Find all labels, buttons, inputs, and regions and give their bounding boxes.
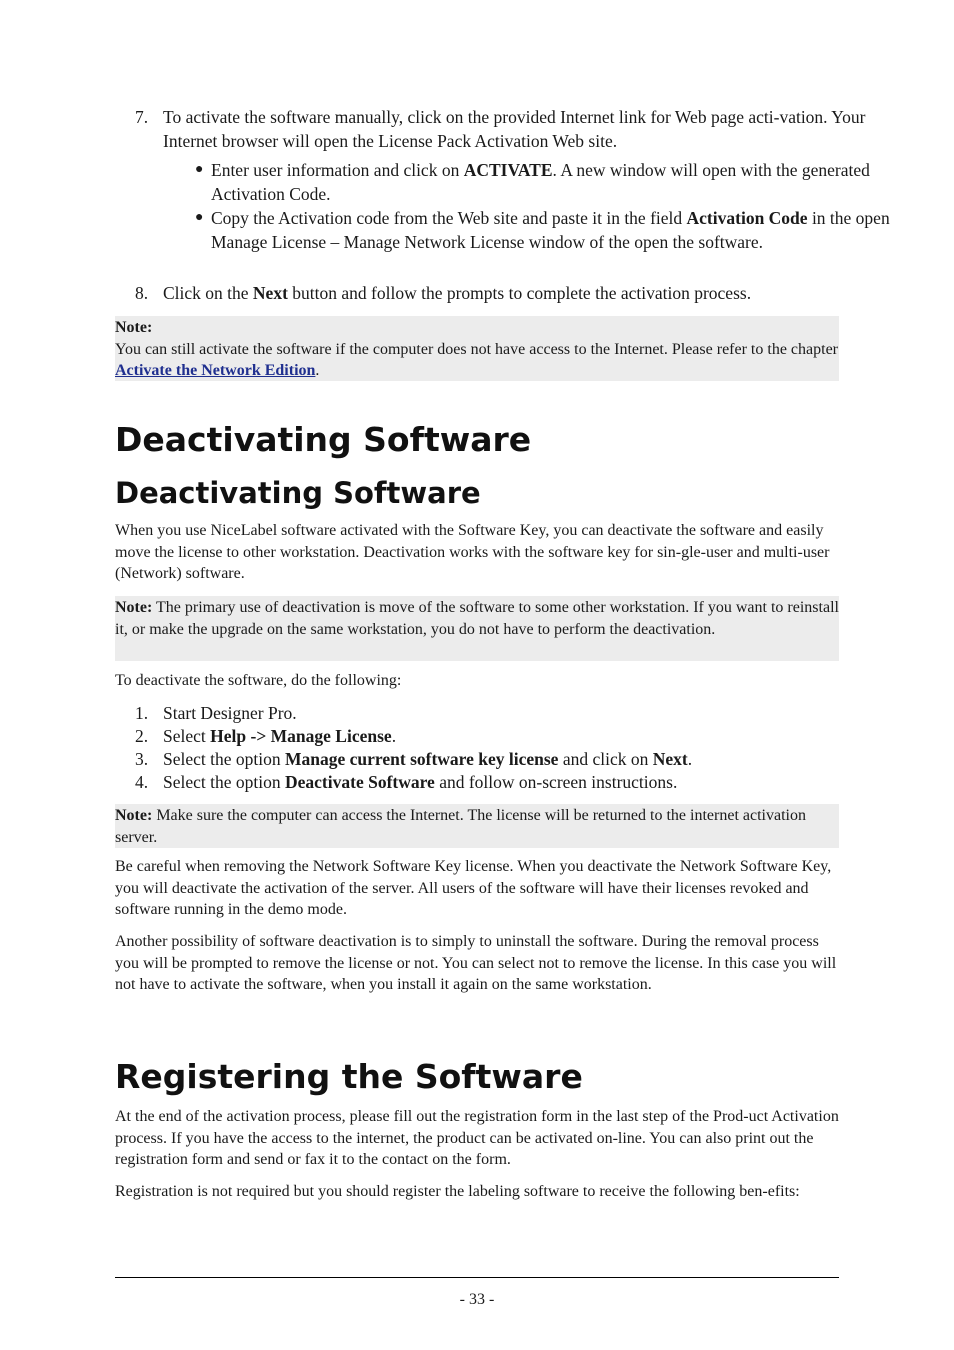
section-heading: Registering the Software <box>115 1057 583 1096</box>
list-item <box>115 747 887 771</box>
note-box <box>115 316 839 381</box>
step-text: To activate the software manually, click on the provided Internet link for Web page acti-vation. Your Internet browser will open the License Pack Activation Web site. <box>163 107 866 151</box>
step-text: . <box>687 749 693 769</box>
list-item <box>115 281 887 305</box>
chapter-link[interactable]: Activate the Network Edition <box>115 362 316 379</box>
list-item <box>115 105 887 153</box>
bullet-text: in the open Manage License – Manage Network License window of the open the software. <box>211 208 890 252</box>
step-bold: Next <box>252 283 288 303</box>
step-number: 7. <box>135 107 149 127</box>
note-body: You can still activate the software if the computer does not have access to the Internet. Please refer to the chapter <box>115 340 838 358</box>
step-bold: Deactivate Software <box>285 772 435 792</box>
step-bold: Next <box>652 749 688 769</box>
step-text: Select the option <box>163 749 285 769</box>
bullet-text: Enter user information and click on <box>211 160 464 180</box>
note-label: Note: <box>115 807 153 824</box>
section-heading: Deactivating Software <box>115 420 532 459</box>
step-text: button and follow the prompts to complete the activation process. <box>287 283 752 303</box>
note-label: Note: <box>115 599 153 616</box>
step-number: 1. <box>135 703 149 723</box>
list-item <box>115 701 887 725</box>
step-number: 2. <box>135 726 149 746</box>
paragraph: To deactivate the software, do the following: <box>115 672 402 689</box>
note-label: Note: <box>115 319 153 336</box>
step-bold: Help -> Manage License <box>210 726 392 746</box>
list-item <box>115 158 935 206</box>
step-text: Select <box>163 726 211 746</box>
step-text: Start Designer Pro. <box>163 703 297 723</box>
bullet-text: . A new window will open with the generated Activation Code. <box>211 160 870 204</box>
step-number: 3. <box>135 749 149 769</box>
bullet-bold: Activation Code <box>686 208 808 228</box>
step-text: . <box>391 726 397 746</box>
step-text: and follow on-screen instructions. <box>434 772 678 792</box>
paragraph: At the end of the activation process, please fill out the registration form in the last step of the Prod-uct Activation process. If you have the access to the internet, the product can be activated on-line. You can also print out the registration form and send or fax it to the contact on the form. <box>115 1108 839 1168</box>
paragraph: Registration is not required but you should register the labeling software to receive the following ben-efits: <box>115 1183 800 1200</box>
step-bold: Manage current software key license <box>285 749 559 769</box>
note-text <box>115 339 839 382</box>
step-number: 8. <box>135 283 149 303</box>
paragraph: Be careful when removing the Network Software Key license. When you deactivate the Network Software Key, you will deactivate the activation of the server. All users of the software will have their licenses revoked and software running in the demo mode. <box>115 858 832 918</box>
step-text: Select the option <box>163 772 285 792</box>
note-box <box>115 596 839 661</box>
footer-divider <box>115 1277 839 1278</box>
list-item <box>115 206 935 254</box>
bullet-bold: ACTIVATE <box>463 160 553 180</box>
bullet-icon: ● <box>195 210 204 225</box>
step-number: 4. <box>135 772 149 792</box>
step-text: Click on the <box>163 283 253 303</box>
step-text: and click on <box>558 749 653 769</box>
note-end: . <box>315 362 320 379</box>
note-box <box>115 804 839 848</box>
list-item <box>115 770 887 794</box>
page-number: - 33 - <box>459 1291 495 1308</box>
note-text: The primary use of deactivation is move of the software to some other workstation. If you want to reinstall it, or make the upgrade on the same workstation, you do not have to perform the deactivation. <box>115 599 839 638</box>
paragraph: Another possibility of software deactivation is to simply to uninstall the software. During the removal process you will be prompted to remove the license or not. You can select not to remove the license. In this case you will not have to activate the software, when you install it again on the same workstation. <box>115 933 837 993</box>
note-text: Make sure the computer can access the Internet. The license will be returned to the internet activation server. <box>115 807 806 846</box>
paragraph: When you use NiceLabel software activated with the Software Key, you can deactivate the software and easily move the license to other workstation. Deactivation works with the software key for sin-gle-user and multi-user (Network) software. <box>115 522 830 582</box>
subsection-heading: Deactivating Software <box>115 476 481 510</box>
bullet-text: Copy the Activation code from the Web site and paste it in the field <box>211 208 687 228</box>
bullet-icon: ● <box>195 162 204 177</box>
list-item <box>115 724 887 748</box>
